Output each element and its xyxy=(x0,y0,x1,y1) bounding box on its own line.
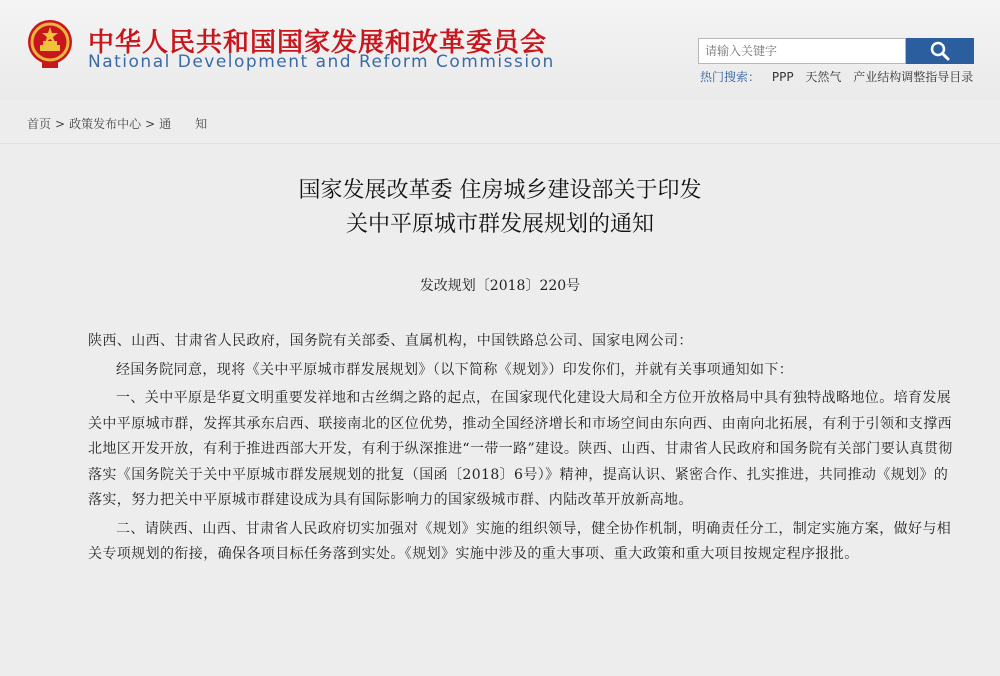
recipients: 陕西、山西、甘肃省人民政府，国务院有关部委、直属机构，中国铁路总公司、国家电网公司： xyxy=(88,333,693,349)
document-title-line1: 国家发展改革委 住房城乡建设部关于印发 xyxy=(298,178,702,203)
hot-search-term-gas[interactable]: 天然气 xyxy=(805,70,842,84)
hot-search-term-industry[interactable]: 产业结构调整指导目录 xyxy=(853,70,974,84)
breadcrumb-notice[interactable]: 通 知 xyxy=(159,117,208,131)
search-button[interactable] xyxy=(906,38,974,64)
national-emblem-icon xyxy=(26,18,74,70)
paragraph-intro: 经国务院同意，现将《关中平原城市群发展规划》（以下简称《规划》）印发你们，并就有关事项通知如下： xyxy=(116,361,794,378)
site-header xyxy=(0,0,1000,100)
hot-search-term-ppp[interactable]: PPP xyxy=(771,70,794,84)
document-number: 发改规划〔2018〕220号 xyxy=(419,278,581,294)
paragraph-1: 一、关中平原是华夏文明重要发祥地和古丝绸之路的起点，在国家现代化建设大局和全方位开放格局中具有独特战略地位。培育发展关中平原城市群，发挥其承东启西、联接南北的区位优势，推动全国经济增长和市场空间由东向西、由南向北拓展，有利于引领和支撑西北地区开发开放，有利于推进西部大开发，有利于纵深推进“一带一路”建设。陕西、山西、甘肃省人民政府和国务院有关部门要认真贯彻落实《国务院关于关中平原城市群发展规划的批复（国函〔2018〕6号）》精神，提高认识、紧密合作、扎实推进，共同推动《规划》的落实，努力把关中平原城市群建设成为具有国际影响力的国家级城市群、内陆改革开放新高地。 xyxy=(88,390,953,508)
divider xyxy=(0,143,1000,144)
search-input[interactable] xyxy=(698,38,906,64)
paragraph-2: 二、请陕西、山西、甘肃省人民政府切实加强对《规划》实施的组织领导，健全协作机制，明确责任分工，制定实施方案，做好与相关专项规划的衔接，确保各项目标任务落到实处。《规划》实施中涉及的重大事项、重大政策和重大项目按规定程序报批。 xyxy=(88,520,952,562)
breadcrumb-home[interactable]: 首页 xyxy=(27,117,52,131)
document-body xyxy=(88,329,954,571)
breadcrumb-separator: > xyxy=(55,117,66,131)
breadcrumb-separator: > xyxy=(145,117,156,131)
hot-search xyxy=(700,68,973,85)
site-name-chinese[interactable]: 中华人民共和国国家发展和改革委员会 xyxy=(88,28,548,58)
site-name-english[interactable]: National Development and Reform Commission xyxy=(88,52,555,72)
document-title-line2: 关中平原城市群发展规划的通知 xyxy=(345,212,654,237)
search-icon xyxy=(930,41,950,61)
hot-search-label: 热门搜索： xyxy=(700,70,761,84)
breadcrumb xyxy=(27,115,207,132)
breadcrumb-policy-center[interactable]: 政策发布中心 xyxy=(69,117,142,131)
